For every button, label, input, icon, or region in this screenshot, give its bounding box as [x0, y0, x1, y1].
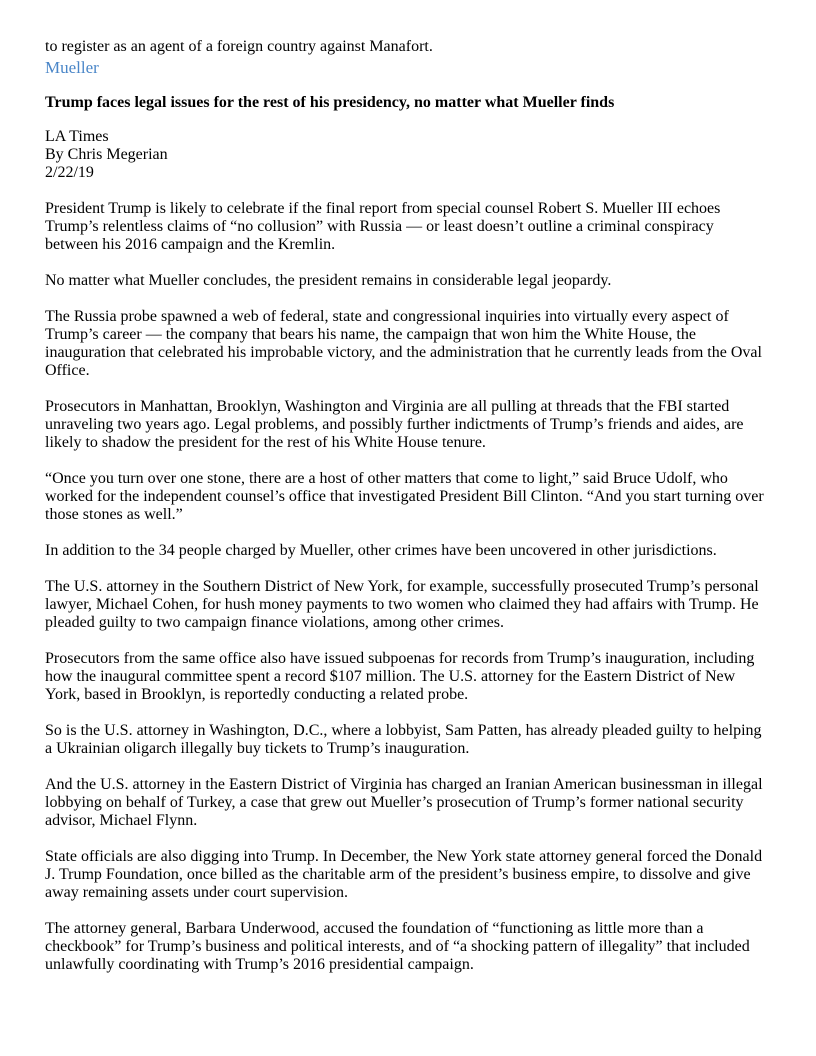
mueller-link[interactable]: Mueller [45, 58, 99, 77]
article-paragraph: “Once you turn over one stone, there are a host of other matters that come to light,” said Bruce Udolf, who worked for the independent counsel’s office that investigated President Bill Clinton. “And you start turning over those stones as well.” [45, 470, 764, 523]
article-paragraph: The Russia probe spawned a web of federal, state and congressional inquiries into virtually every aspect of Trump’s career — the company that bears his name, the campaign that won him the White House, the inauguration that celebrated his improbable victory, and the administration that he currently leads from the Oval Office. [45, 308, 762, 379]
article-date: 2/22/19 [45, 164, 94, 181]
article-paragraph: State officials are also digging into Trump. In December, the New York state attorney general forced the Donald J. Trump Foundation, once billed as the charitable arm of the president’s business empire, to dissolve and give away remaining assets under court supervision. [45, 848, 763, 901]
article-paragraph: Prosecutors from the same office also have issued subpoenas for records from Trump’s inauguration, including how the inaugural committee spent a record $107 million. The U.S. attorney for the Eastern District of New York, based in Brooklyn, is reportedly conducting a related probe. [45, 650, 755, 703]
article-paragraph: In addition to the 34 people charged by Mueller, other crimes have been uncovered in other jurisdictions. [45, 542, 717, 559]
article-paragraph: Prosecutors in Manhattan, Brooklyn, Washington and Virginia are all pulling at threads that the FBI started unraveling two years ago. Legal problems, and possibly further indictments of Trump’s friends and aides, are likely to shadow the president for the rest of his White House tenure. [45, 398, 744, 451]
article-source: LA Times [45, 128, 109, 145]
article-paragraph: President Trump is likely to celebrate if the final report from special counsel Robert S. Mueller III echoes Trump’s relentless claims of “no collusion” with Russia — or least doesn’t outline a criminal conspiracy between his 2016 campaign and the Kremlin. [45, 200, 721, 253]
article-byline: By Chris Megerian [45, 146, 168, 163]
article-paragraph: So is the U.S. attorney in Washington, D.C., where a lobbyist, Sam Patten, has already pleaded guilty to helping a Ukrainian oligarch illegally buy tickets to Trump’s inauguration. [45, 722, 762, 757]
article-body [45, 200, 768, 974]
article-headline: Trump faces legal issues for the rest of his presidency, no matter what Mueller finds [45, 94, 615, 111]
article-meta [45, 128, 768, 182]
article-paragraph: No matter what Mueller concludes, the president remains in considerable legal jeopardy. [45, 272, 612, 289]
article-paragraph: The U.S. attorney in the Southern District of New York, for example, successfully prosecuted Trump’s personal lawyer, Michael Cohen, for hush money payments to two women who claimed they had affairs with Trump. He pleaded guilty to two campaign finance violations, among other crimes. [45, 578, 759, 631]
article-paragraph: And the U.S. attorney in the Eastern District of Virginia has charged an Iranian American businessman in illegal lobbying on behalf of Turkey, a case that grew out Mueller’s prosecution of Trump’s former national security advisor, Michael Flynn. [45, 776, 763, 829]
continued-text-line: to register as an agent of a foreign country against Manafort. [45, 38, 433, 55]
article-paragraph: The attorney general, Barbara Underwood, accused the foundation of “functioning as little more than a checkbook” for Trump’s business and political interests, and of “a shocking pattern of illegality” that included unlawfully coordinating with Trump’s 2016 presidential campaign. [45, 920, 750, 973]
